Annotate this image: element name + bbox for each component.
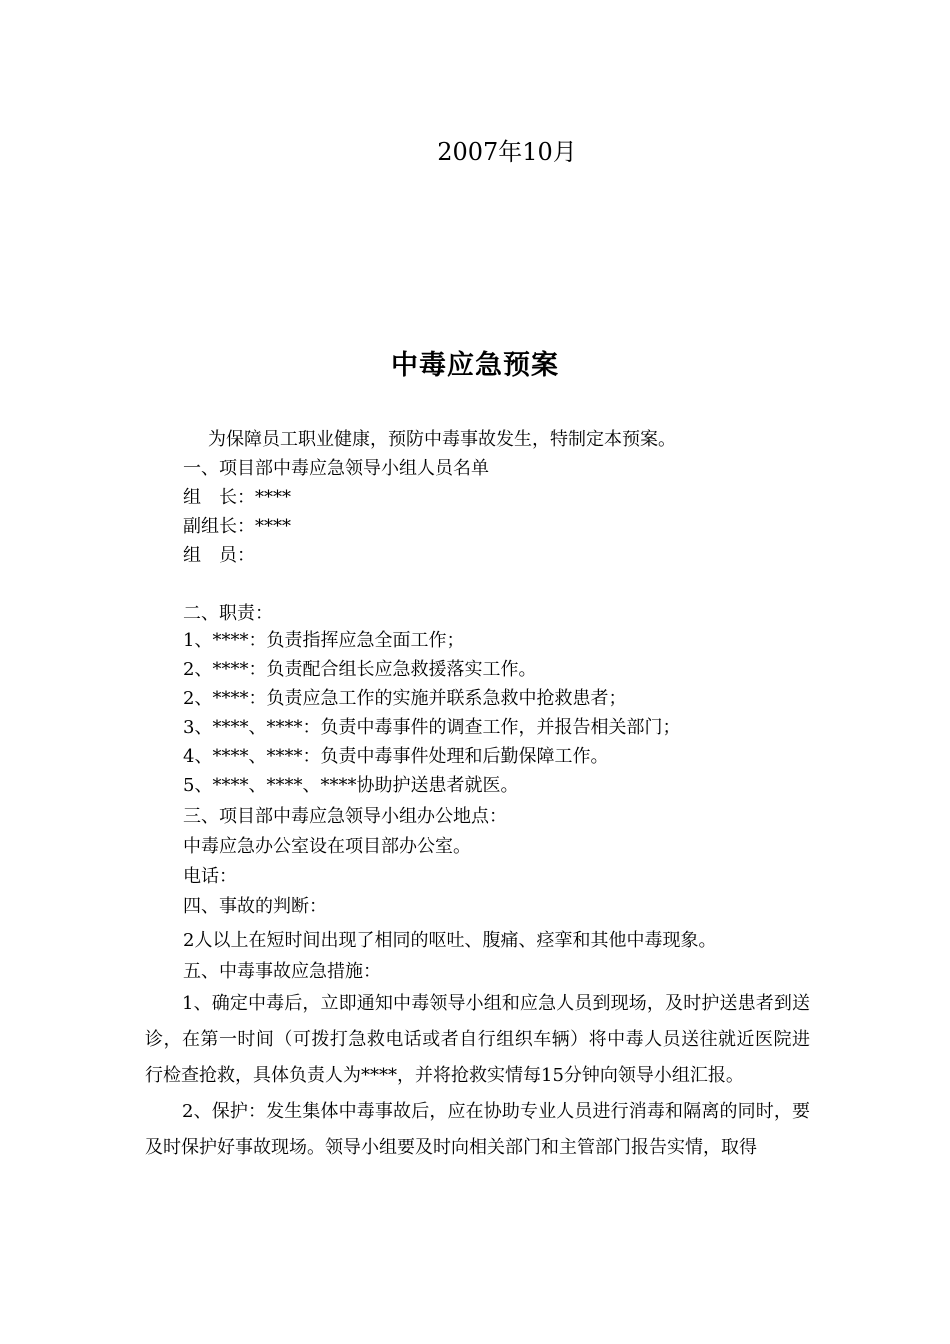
section5-heading: 五、中毒事故应急措施：: [183, 961, 381, 982]
duty-item: 5、****、****、****协助护送患者就医。: [183, 775, 519, 796]
section1-heading: 一、项目部中毒应急领导小组人员名单: [183, 458, 489, 479]
duty-item: 1、****：负责指挥应急全面工作；: [183, 630, 465, 651]
deputy-leader: 副组长：****: [183, 516, 291, 537]
section2-heading: 二、职责：: [183, 603, 273, 624]
office-location: 中毒应急办公室设在项目部办公室。: [183, 836, 471, 857]
document-title: 中毒应急预案: [391, 350, 559, 381]
intro-text: 为保障员工职业健康，预防中毒事故发生，特制定本预案。: [208, 429, 676, 450]
document-date: 2007年10月: [437, 138, 577, 166]
section3-heading: 三、项目部中毒应急领导小组办公地点：: [183, 806, 507, 827]
measure-paragraph-2: 2、保护：发生集体中毒事故后，应在协助专业人员进行消毒和隔离的同时，要及时保护好事故现场。领导小组要及时向相关部门和主管部门报告实情，取得: [145, 1101, 810, 1158]
duty-item: 2、****：负责配合组长应急救援落实工作。: [183, 659, 537, 680]
team-leader: 组 长：****: [183, 487, 291, 508]
section4-heading: 四、事故的判断：: [183, 896, 327, 917]
team-members: 组 员：: [183, 545, 255, 566]
duty-item: 2、****：负责应急工作的实施并联系急救中抢救患者；: [183, 688, 627, 709]
phone-label: 电话：: [183, 866, 237, 887]
judgment-text: 2人以上在短时间出现了相同的呕吐、腹痛、痉挛和其他中毒现象。: [183, 930, 717, 951]
duty-item: 4、****、****：负责中毒事件处理和后勤保障工作。: [183, 746, 609, 767]
measure-paragraph-1: 1、确定中毒后，立即通知中毒领导小组和应急人员到现场，及时护送患者到送诊，在第一时间（可拨打急救电话或者自行组织车辆）将中毒人员送往就近医院进行检查抢救，具体负责人为****，并将抢救实情每15分钟向领导小组汇报。: [145, 993, 810, 1086]
duty-item: 3、****、****：负责中毒事件的调查工作，并报告相关部门；: [183, 717, 681, 738]
